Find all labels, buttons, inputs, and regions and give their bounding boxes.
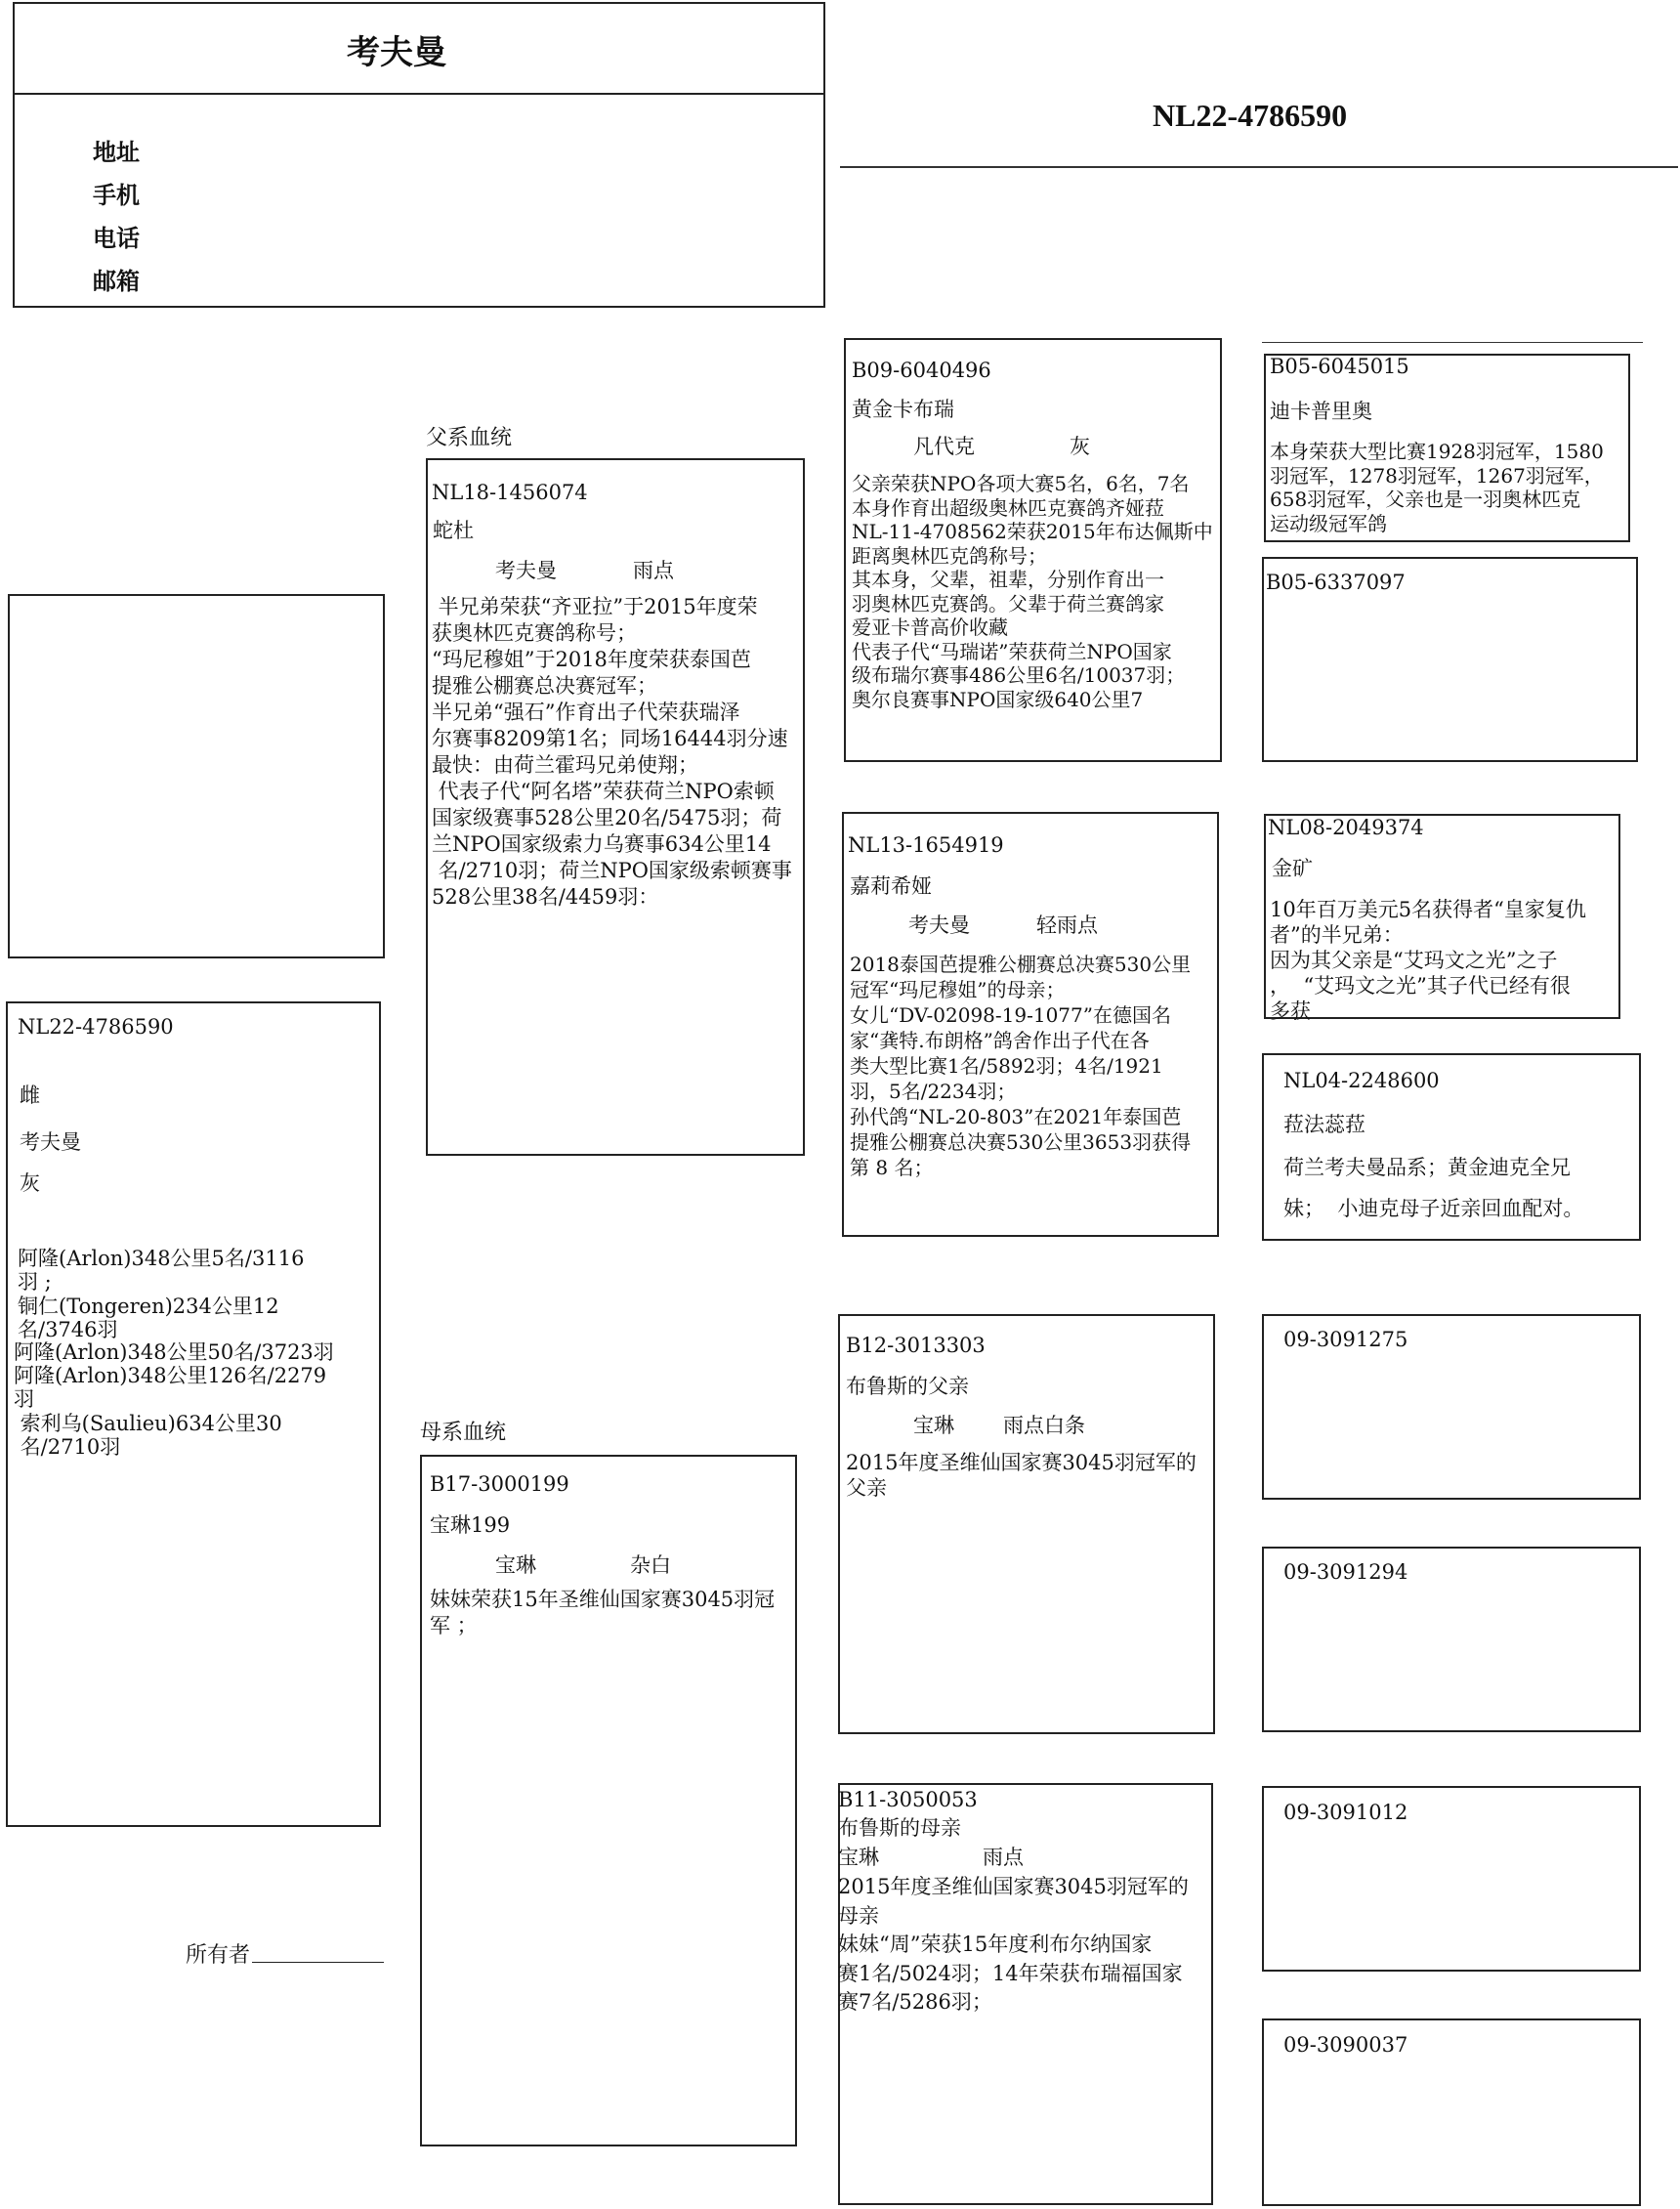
gen3-top-line — [1262, 342, 1643, 343]
sire-sire-name: 黄金卡布瑞 — [852, 398, 954, 421]
ddd-ring: 09-3090037 — [1283, 2033, 1408, 2057]
sds-notes: 10年百万美元5名获得者“皇家复仇 者”的半兄弟： 因为其父亲是“艾玛文之光”之子 ， “艾玛文之光”其子代已经有很 多获 — [1270, 898, 1586, 1023]
sire-line-label: 父系血统 — [426, 426, 513, 450]
sds-name: 金矿 — [1272, 857, 1313, 880]
dam-dam-color: 雨点 — [983, 1846, 1024, 1869]
header-ring-number: NL22-4786590 — [1153, 98, 1348, 133]
dsd-ring: 09-3091294 — [1283, 1560, 1408, 1584]
header-ring-underline — [840, 166, 1678, 168]
phone-label: 电话 — [93, 225, 140, 252]
sire-ring: NL18-1456074 — [432, 481, 588, 504]
sss-notes: 本身荣获大型比赛1928羽冠军，1580 羽冠军，1278羽冠军，1267羽冠军， 658羽冠军，父亲也是一羽奥林匹克 运动级冠军鸽 — [1270, 440, 1604, 535]
sire-sire-strain: 凡代克 — [913, 435, 975, 458]
owner-signature-label: 所有者 — [186, 1943, 251, 1968]
sire-dam-notes: 2018泰国芭提雅公棚赛总决赛530公里 冠军“玛尼穆姐”的母亲； 女儿“DV-02098-19-1077”在德国名 家“龚特.布朗格”鸽舍作出子代在各 类大型比赛1名/5892羽；4名/1921 羽，5名/2234羽； 孙代鸽“NL-20-803”在2021年泰国芭 提雅公棚赛总决赛530公里3653羽获得 第 8 名； — [850, 953, 1192, 1179]
subject-result: 铜仁(Tongeren)234公里12 名/3746羽 — [18, 1295, 279, 1341]
dss-ring: 09-3091275 — [1283, 1328, 1408, 1351]
dam-sire-strain: 宝琳 — [913, 1414, 954, 1437]
sire-sire-notes: 父亲荣获NPO各项大赛5名，6名，7名 本身作育出超级奥林匹克赛鸽齐娅菈 NL-11-4708562荣获2015年布达佩斯中 距离奥林匹克鸽称号； 其本身，父辈，祖辈，分别作育出一 羽奥林匹克赛鸽。父辈于荷兰赛鸽家 爱亚卡普高价收藏 代表子代“马瑞诺”荣获荷兰NPO国家 级布瑞尔赛事486公里6名/10037羽； 奥尔良赛事NPO国家级640公里7 — [852, 472, 1213, 711]
subject-ring: NL22-4786590 — [18, 1015, 174, 1039]
subject-result: 索利乌(Saulieu)634公里30 名/2710羽 — [20, 1412, 282, 1459]
dam-dam-notes: 2015年度圣维仙国家赛3045羽冠军的 母亲 妹妹“周”荣获15年度利布尔纳国家 赛1名/5024羽；14年荣获布瑞福国家 赛7名/5286羽； — [838, 1875, 1189, 2014]
dds-ring: 09-3091012 — [1283, 1801, 1408, 1824]
sire-notes: 半兄弟荣获“齐亚拉”于2015年度荣 获奥林匹克赛鸽称号； “玛尼穆姐”于2018年度荣获泰国芭 提雅公棚赛总决赛冠军； 半兄弟“强石”作育出子代荣获瑞泽 尔赛事8209第1名；同场16444羽分速 最快：由荷兰霍玛兄弟使翔； 代表子代“阿名塔”荣获荷兰NPO索顿 国家级赛事528公里20名/5475羽；荷 兰NPO国家级索力乌赛事634公里14 名/2710羽；荷兰NPO国家级索顿赛事 528公里38名/4459羽： — [432, 595, 792, 909]
sire-sire-ring: B09-6040496 — [852, 359, 991, 382]
photo-box — [8, 594, 385, 958]
subject-result: 阿隆(Arlon)348公里50名/3723羽 — [14, 1340, 334, 1364]
sire-dam-ring: NL13-1654919 — [848, 833, 1004, 857]
dam-strain: 宝琳 — [495, 1553, 536, 1577]
dam-dam-strain: 宝琳 — [838, 1846, 879, 1869]
dam-name: 宝琳199 — [430, 1513, 511, 1537]
owner-name: 考夫曼 — [347, 33, 446, 72]
sire-dam-name: 嘉莉希娅 — [850, 874, 932, 898]
header-divider — [14, 93, 824, 95]
subject-strain: 考夫曼 — [20, 1130, 81, 1154]
mobile-label: 手机 — [93, 182, 140, 209]
email-label: 邮箱 — [93, 268, 140, 295]
sdd-notes-line1: 荷兰考夫曼品系；黄金迪克全兄 — [1283, 1156, 1571, 1179]
ssd-ring: B05-6337097 — [1266, 571, 1406, 594]
subject-result: 阿隆(Arlon)348公里126名/2279 羽 — [14, 1364, 327, 1411]
dam-sire-name: 布鲁斯的父亲 — [846, 1375, 969, 1398]
dam-sire-ring: B12-3013303 — [846, 1334, 986, 1357]
dam-box — [420, 1455, 797, 2146]
dam-dam-name: 布鲁斯的母亲 — [838, 1816, 961, 1840]
dam-notes: 妹妹荣获15年圣维仙国家赛3045羽冠 军 ； — [430, 1588, 776, 1637]
sire-sire-color: 灰 — [1070, 435, 1090, 458]
dam-color: 杂白 — [630, 1553, 671, 1577]
sire-name: 蛇杜 — [433, 519, 474, 542]
dam-line-label: 母系血统 — [420, 1421, 507, 1445]
sss-name: 迪卡普里奥 — [1270, 400, 1372, 423]
sire-strain: 考夫曼 — [495, 559, 557, 582]
sss-ring: B05-6045015 — [1270, 355, 1409, 378]
sire-dam-strain: 考夫曼 — [908, 913, 970, 937]
dam-dam-ring: B11-3050053 — [838, 1788, 978, 1811]
subject-result: 阿隆(Arlon)348公里5名/3116 羽 ; — [18, 1247, 305, 1294]
dam-ring: B17-3000199 — [430, 1472, 569, 1496]
sire-dam-color: 轻雨点 — [1036, 913, 1098, 937]
dam-sire-notes: 2015年度圣维仙国家赛3045羽冠军的 父亲 — [846, 1451, 1197, 1500]
sire-color: 雨点 — [633, 559, 674, 582]
sdd-notes-line2: 妹； 小迪克母子近亲回血配对。 — [1283, 1197, 1584, 1220]
address-label: 地址 — [93, 139, 140, 166]
subject-sex: 雌 — [20, 1083, 40, 1107]
subject-color: 灰 — [20, 1171, 40, 1195]
sdd-name: 菈法蕊菈 — [1283, 1113, 1365, 1136]
owner-signature-line — [252, 1962, 384, 1963]
dam-sire-color: 雨点白条 — [1003, 1414, 1085, 1437]
sds-ring: NL08-2049374 — [1268, 816, 1424, 839]
sdd-ring: NL04-2248600 — [1283, 1069, 1440, 1092]
